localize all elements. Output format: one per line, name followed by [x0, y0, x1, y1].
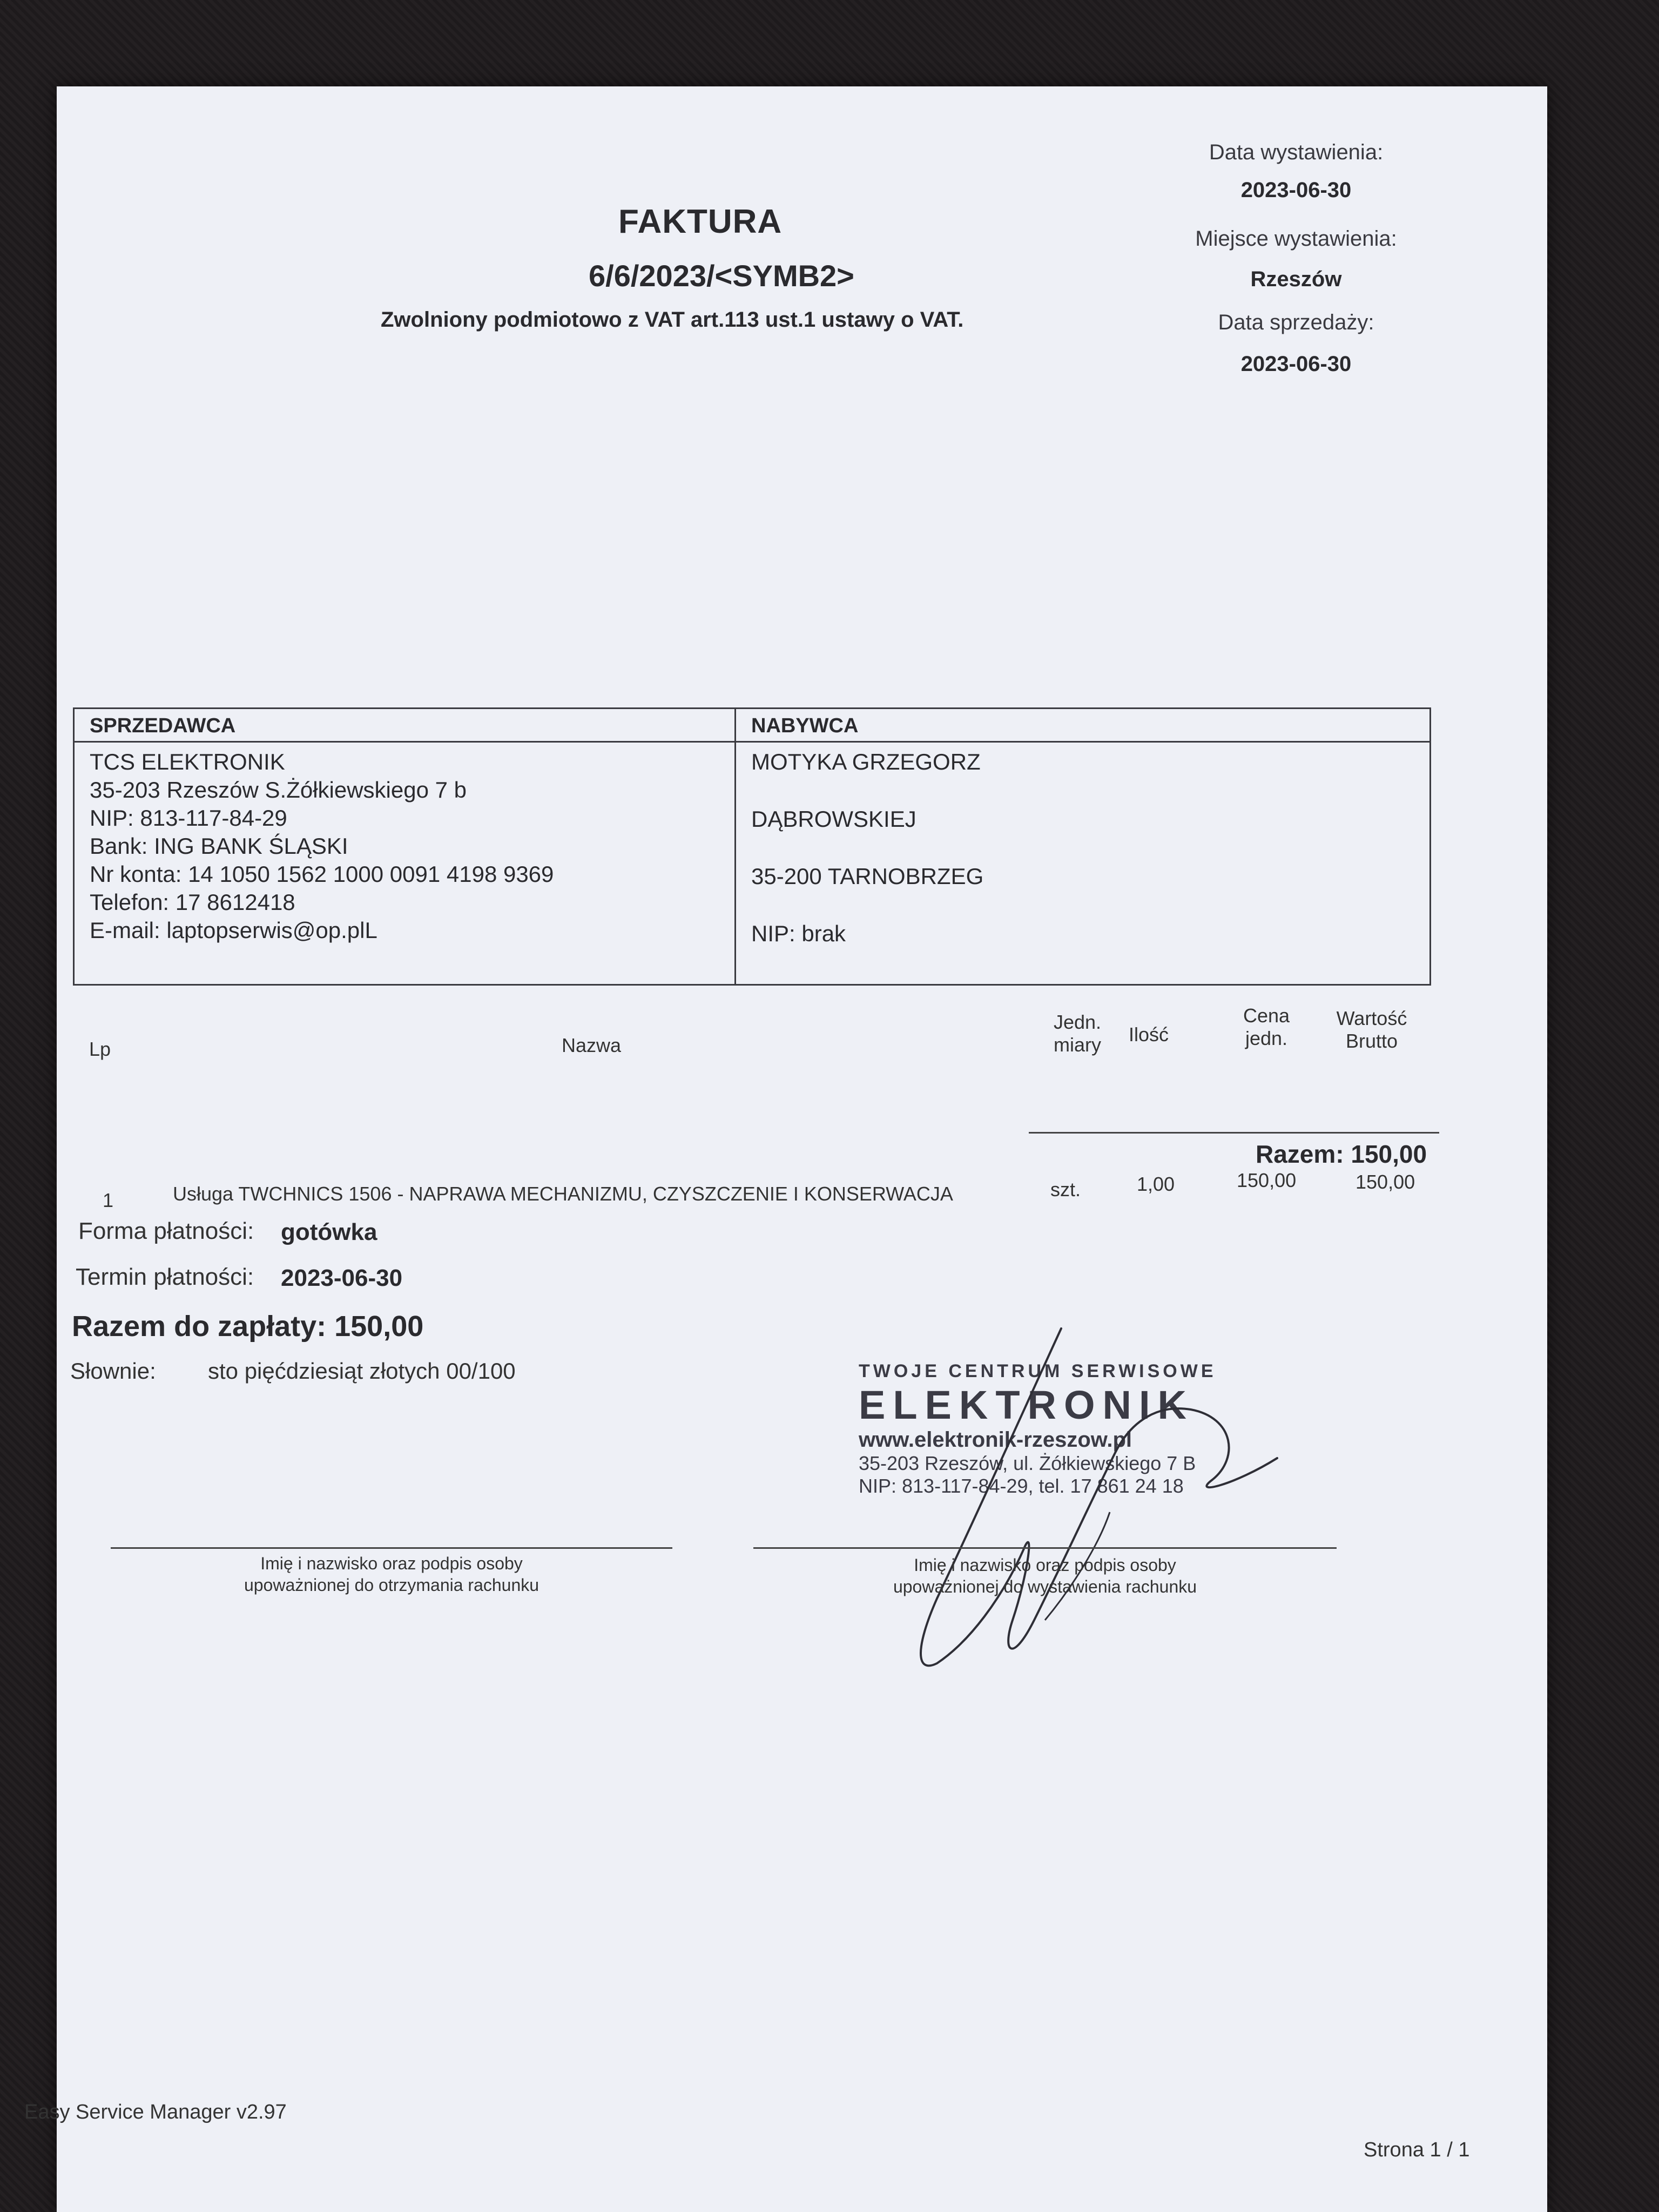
seller-heading: SPRZEDAWCA	[75, 709, 734, 743]
sale-date-label: Data sprzedaży:	[1218, 311, 1374, 334]
buyer-line: DĄBROWSKIEJ	[751, 806, 916, 832]
subtotal-divider	[1029, 1132, 1439, 1134]
page-number: Strona 1 / 1	[1364, 2139, 1470, 2161]
seller-line: Bank: ING BANK ŚLĄSKI	[90, 833, 348, 859]
vat-exemption-note: Zwolniony podmiotowo z VAT art.113 ust.1 ustawy o VAT.	[381, 308, 964, 332]
col-header-name: Nazwa	[562, 1034, 622, 1056]
handwritten-signature-icon	[867, 1318, 1353, 1696]
col-header-qty: Ilość	[1129, 1023, 1169, 1046]
company-stamp: TWOJE CENTRUM SERWISOWE ELEKTRONIK www.elektronik-rzeszow.pl 35-203 Rzeszów, ul. Żółkiewskiego 7 B NIP: 813-117-84-29, tel. 17 861 24 18	[859, 1361, 1217, 1497]
receiver-signature-line	[111, 1547, 672, 1549]
issue-date-label: Data wystawienia:	[1209, 140, 1384, 164]
col-header-value: Wartość Brutto	[1336, 1007, 1407, 1052]
seller-line: NIP: 813-117-84-29	[90, 805, 287, 831]
seller-line: E-mail: laptopserwis@op.plL	[90, 918, 377, 943]
item-qty: 1,00	[1137, 1173, 1175, 1195]
buyer-line: NIP: brak	[751, 921, 846, 946]
seller-line: Nr konta: 14 1050 1562 1000 0091 4198 9369	[90, 861, 554, 887]
buyer-line: 35-200 TARNOBRZEG	[751, 864, 984, 889]
col-header-unit: Jedn. miary	[1053, 1011, 1102, 1056]
buyer-line: MOTYKA GRZEGORZ	[751, 749, 981, 774]
seller-line: 35-203 Rzeszów S.Żółkiewskiego 7 b	[90, 777, 467, 802]
issuer-signature-caption: Imię i nazwisko oraz podpis osoby upoważnionej do wystawienia rachunku	[893, 1555, 1197, 1596]
item-lp: 1	[103, 1189, 114, 1211]
receiver-signature-caption: Imię i nazwisko oraz podpis osoby upoważnionej do otrzymania rachunku	[244, 1554, 539, 1595]
payment-method-label: Forma płatności:	[78, 1218, 254, 1244]
item-unit: szt.	[1050, 1178, 1081, 1201]
item-name: Usługa TWCHNICS 1506 - NAPRAWA MECHANIZMU, CZYSZCZENIE I KONSERWACJA	[173, 1183, 953, 1205]
payment-method: gotówka	[281, 1219, 377, 1245]
software-footer: Easy Service Manager v2.97	[24, 2101, 287, 2123]
total-to-pay: Razem do zapłaty: 150,00	[72, 1310, 424, 1343]
issue-date: 2023-06-30	[1240, 178, 1352, 202]
invoice-title: FAKTURA	[618, 203, 783, 240]
seller-section	[75, 709, 736, 984]
invoice-page	[24, 86, 1547, 2212]
buyer-heading: NABYWCA	[736, 709, 1431, 743]
sale-date: 2023-06-30	[1240, 352, 1352, 376]
parties-box	[73, 707, 1431, 986]
issue-place-label: Miejsce wystawienia:	[1195, 227, 1397, 251]
issue-place: Rzeszów	[1250, 267, 1342, 291]
amount-words: sto pięćdziesiąt złotych 00/100	[208, 1358, 516, 1384]
issuer-signature-line	[753, 1547, 1337, 1549]
seller-line: Telefon: 17 8612418	[90, 889, 295, 915]
invoice-number: 6/6/2023/<SYMB2>	[589, 259, 854, 293]
item-value: 150,00	[1355, 1171, 1415, 1193]
seller-line: TCS ELEKTRONIK	[90, 749, 285, 774]
col-header-lp: Lp	[89, 1038, 111, 1060]
buyer-section	[736, 709, 1431, 984]
item-price: 150,00	[1237, 1169, 1297, 1191]
payment-due: 2023-06-30	[281, 1265, 403, 1291]
subtotal: Razem: 150,00	[1256, 1140, 1427, 1168]
col-header-price: Cena jedn.	[1243, 1004, 1290, 1049]
amount-words-label: Słownie:	[70, 1358, 156, 1384]
payment-due-label: Termin płatności:	[76, 1264, 254, 1290]
